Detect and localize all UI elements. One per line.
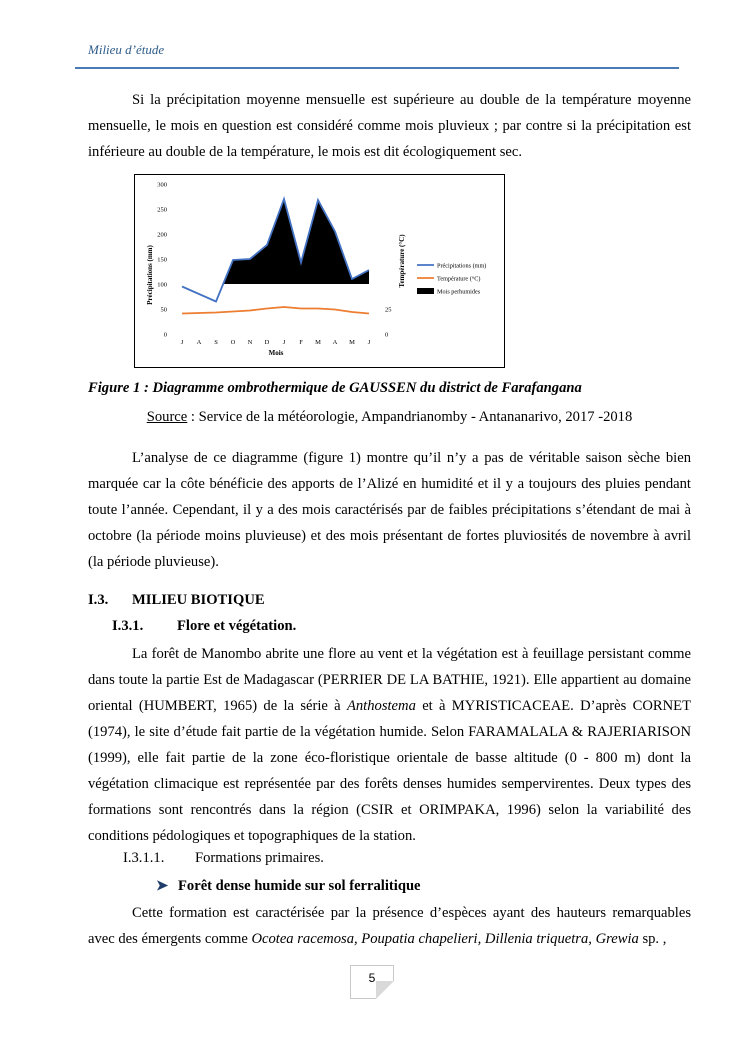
x-tick-label: F — [299, 339, 303, 346]
ombrothermic-chart-frame — [134, 174, 505, 368]
running-header: Milieu d’étude — [88, 42, 165, 57]
chart-legend — [417, 263, 486, 296]
y-axis-label: Précipitations (mm) — [146, 245, 154, 305]
arrow-bullet-icon: ➤ — [156, 878, 169, 894]
legend-swatch — [417, 288, 434, 294]
x-tick-label: N — [247, 339, 253, 346]
section-number: I.3. — [88, 592, 109, 608]
paragraph-diagram-analysis: L’analyse de ce diagramme (figure 1) montre qu’il n’y a pas de véritable saison sèche bien marquée car la côte bénéficie des apports de l’Alizé en humidité et il y a toujours des pluies pendant toute l’année. Cependant, il y a des mois caractérisés par de faibles précipitations s’étendant de mai à octobre (la période moins pluvieuse) et des mois présentant de fortes pluviosités de novembre à avril (la période pluvieuse). — [88, 450, 691, 570]
paragraph-flora — [88, 641, 691, 849]
paragraph-dense-forest-text-1: Cette formation est caractérisée par la présence d’espèces ayant des hauteurs remarquables avec des émergents comme — [88, 905, 691, 947]
x-tick-label: J — [180, 339, 184, 346]
bullet-title: Forêt dense humide sur sol ferralitique — [178, 878, 421, 894]
x-tick-label: S — [214, 339, 218, 346]
legend-label: Température (°C) — [437, 275, 481, 283]
y-tick-label: 200 — [157, 231, 167, 239]
x-tick-label: D — [264, 339, 270, 346]
y-tick-label: 50 — [160, 306, 167, 314]
subsubsection-number: I.3.1.1. — [123, 850, 165, 866]
page-number-box — [350, 965, 394, 999]
subsubsection-title: Formations primaires. — [195, 850, 324, 866]
subsection-title: Flore et végétation. — [177, 618, 297, 634]
y2-tick-label: 25 — [385, 306, 392, 314]
page-fold-corner — [376, 981, 394, 999]
paragraph-dense-forest-species: Ocotea racemosa, Poupatia chapelieri, Dillenia triquetra, Grewia — [251, 931, 639, 947]
paragraph-rainy-month-definition: Si la précipitation moyenne mensuelle est supérieure au double de la température moyenne mensuelle, le mois en question est considéré comme mois pluvieux ; par contre si la précipitation est inférieure au double de la température, le mois est dit écologiquement sec. — [88, 92, 691, 160]
legend-label: Précipitations (mm) — [437, 262, 487, 270]
x-tick-label: M — [349, 339, 355, 346]
y2-tick-label: 0 — [385, 331, 389, 339]
x-tick-label: M — [315, 339, 321, 346]
y2-axis-label: Température (°C) — [398, 234, 406, 288]
x-tick-label: J — [282, 339, 286, 346]
figure-source — [88, 409, 691, 426]
paragraph-dense-forest-text-2: sp. , — [638, 931, 667, 947]
source-label: Source — [146, 409, 188, 425]
y-tick-label: 300 — [157, 181, 167, 189]
x-tick-label: O — [230, 339, 236, 346]
x-tick-label: A — [196, 339, 202, 346]
y-tick-label: 150 — [157, 256, 167, 264]
ombrothermic-chart — [135, 175, 504, 367]
legend-label: Mois perhumides — [437, 288, 481, 296]
x-tick-label: A — [332, 339, 338, 346]
temperature-line — [182, 307, 369, 314]
paragraph-dense-forest — [88, 900, 691, 952]
y-tick-label: 250 — [157, 206, 167, 214]
x-axis-label: Mois — [268, 349, 284, 357]
bullet-heading — [156, 877, 421, 895]
figure-caption: Figure 1 : Diagramme ombrothermique de GAUSSEN du district de Farafangana — [88, 380, 582, 396]
y-tick-label: 100 — [157, 281, 167, 289]
header-rule — [75, 67, 679, 69]
subsection-heading — [112, 618, 296, 635]
x-tick-label: J — [367, 339, 371, 346]
section-title: MILIEU BIOTIQUE — [132, 592, 265, 608]
paragraph-flora-taxon: Anthostema — [346, 698, 416, 714]
source-text: : Service de la météorologie, Ampandrianomby - Antananarivo, 2017 -2018 — [187, 409, 633, 425]
subsubsection-heading — [123, 850, 324, 867]
paragraph-flora-text-2: et à MYRISTICACEAE. D’après CORNET (1974), le site d’étude fait partie de la végétation humide. Selon FARAMALALA & RAJERIARISON (1999), elle fait partie de la zone éco-floristique orientale de basse altitude (0 - 800 m) dont la végétation climacique est représentée par des forêts denses humides sempervirentes. Deux types des formations sont rencontrés dans la région (CSIR et ORIMPAKA, 1996) selon la variabilité des conditions pédologiques et topographiques de la station. — [88, 698, 691, 844]
y-tick-label: 0 — [163, 331, 167, 339]
section-heading — [88, 592, 265, 609]
paragraph-flora-text-1: La forêt de Manombo abrite une flore au vent et la végétation est à feuillage persistant comme dans toute la partie Est de Madagascar (PERRIER DE LA BATHIE, 1921). Elle appartient au domaine oriental (HUMBERT, 1965) de la série à — [88, 646, 691, 714]
subsection-number: I.3.1. — [112, 618, 144, 634]
page-number: 5 — [368, 971, 376, 985]
